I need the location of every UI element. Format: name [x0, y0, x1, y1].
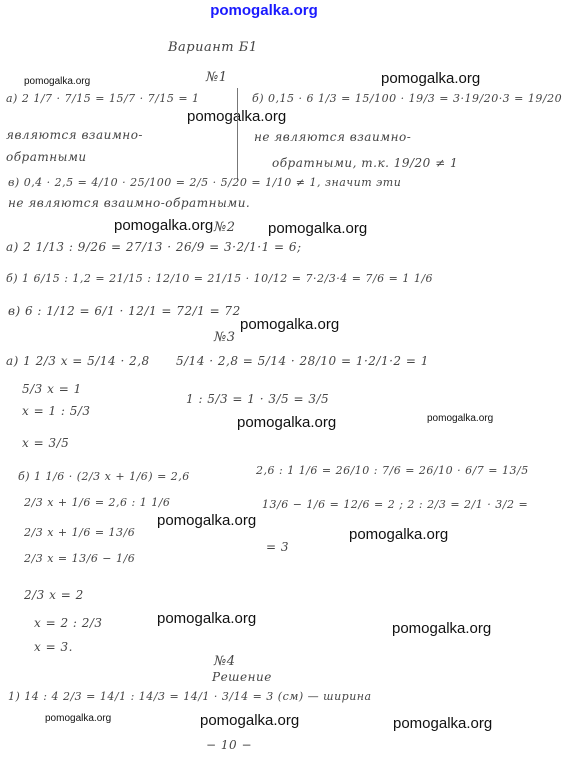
task-3-b-step-4: 2/3 x = 2 — [24, 588, 84, 602]
watermark: pomogalka.org — [349, 526, 449, 543]
task-1-b-result-2: обратными, т.к. 19/20 ≠ 1 — [272, 156, 459, 170]
task-1-a: а) 2 1/7 · 7/15 = 15/7 · 7/15 = 1 — [6, 92, 200, 105]
watermark: pomogalka.org — [24, 76, 91, 87]
task-3-a-step-3: 1 : 5/3 = 1 · 3/5 = 3/5 — [186, 392, 330, 406]
watermark: pomogalka.org — [157, 512, 257, 529]
task-3-a-step-1: 5/3 x = 1 — [22, 382, 82, 396]
task-3-b-step-1: 2/3 x + 1/6 = 2,6 : 1 1/6 — [24, 496, 171, 509]
watermark: pomogalka.org — [237, 414, 337, 431]
task-3-a-step-4: x = 3/5 — [22, 436, 70, 450]
watermark: pomogalka.org — [268, 220, 368, 237]
task-3-b-side-3: = 3 — [266, 540, 290, 554]
task-2-heading: №2 — [214, 220, 236, 235]
watermark: pomogalka.org — [200, 712, 300, 729]
task-2-b: б) 1 6/15 : 1,2 = 21/15 : 12/10 = 21/15 · 10/12 = 7·2/3·4 = 7/6 = 1 1/6 — [6, 272, 434, 285]
task-3-b-step-3: 2/3 x = 13/6 − 1/6 — [24, 552, 136, 565]
task-3-b: б) 1 1/6 · (2/3 x + 1/6) = 2,6 — [18, 470, 190, 483]
task-3-b-step-5: x = 2 : 2/3 — [34, 616, 103, 630]
site-title[interactable]: pomogalka.org — [210, 2, 318, 19]
task-1-heading: №1 — [206, 70, 228, 85]
column-divider — [237, 88, 238, 180]
watermark: pomogalka.org — [240, 316, 340, 333]
variant-heading: Вариант Б1 — [168, 40, 258, 55]
task-4-title: Решение — [212, 670, 272, 684]
task-3-b-step-2: 2/3 x + 1/6 = 13/6 — [24, 526, 136, 539]
task-3-a-side: 5/14 · 2,8 = 5/14 · 28/10 = 1·2/1·2 = 1 — [176, 354, 429, 368]
watermark: pomogalka.org — [114, 217, 214, 234]
watermark: pomogalka.org — [45, 713, 112, 724]
watermark: pomogalka.org — [392, 620, 492, 637]
task-3-b-side-1: 2,6 : 1 1/6 = 26/10 : 7/6 = 26/10 · 6/7 = 13/5 — [256, 464, 529, 477]
watermark: pomogalka.org — [393, 715, 493, 732]
watermark: pomogalka.org — [187, 108, 287, 125]
task-1-a-result: являются взаимно- обратными — [6, 128, 143, 164]
watermark: pomogalka.org — [381, 70, 481, 87]
task-1-b: б) 0,15 · 6 1/3 = 15/100 · 19/3 = 3·19/20·3 = 19/20 — [252, 92, 562, 105]
task-3-heading: №3 — [214, 330, 236, 345]
watermark: pomogalka.org — [157, 610, 257, 627]
task-1-b-result-1: не являются взаимно- — [254, 130, 412, 144]
task-2-v: в) 6 : 1/12 = 6/1 · 12/1 = 72/1 = 72 — [8, 304, 241, 318]
task-4-heading: №4 — [214, 654, 236, 669]
task-3-a-step-2: x = 1 : 5/3 — [22, 404, 91, 418]
task-3-b-side-2: 13/6 − 1/6 = 12/6 = 2 ; 2 : 2/3 = 2/1 · 3/2 = — [262, 498, 529, 511]
task-4-step-1: 1) 14 : 4 2/3 = 14/1 : 14/3 = 14/1 · 3/14 = 3 (см) — ширина — [8, 690, 372, 703]
task-3-a: а) 1 2/3 x = 5/14 · 2,8 — [6, 354, 150, 368]
task-1-v: в) 0,4 · 2,5 = 4/10 · 25/100 = 2/5 · 5/20 = 1/10 ≠ 1, значит эти — [8, 176, 402, 189]
task-3-b-step-6: x = 3. — [34, 640, 73, 654]
task-1-v-result: не являются взаимно-обратными. — [8, 196, 251, 210]
watermark: pomogalka.org — [427, 413, 494, 424]
task-2-a: а) 2 1/13 : 9/26 = 27/13 · 26/9 = 3·2/1·1 = 6; — [6, 240, 302, 254]
page-number: − 10 − — [206, 738, 253, 752]
